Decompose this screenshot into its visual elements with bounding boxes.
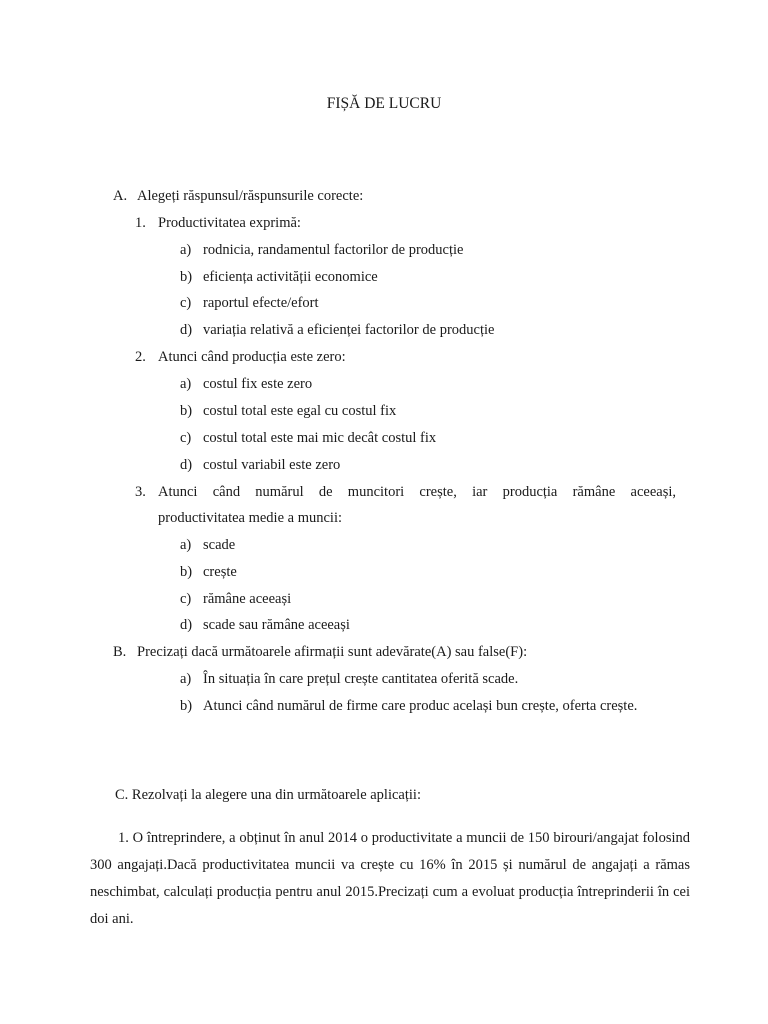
- q3-option-d-letter: d): [180, 617, 193, 633]
- q2-option-d-text: costul variabil este zero: [203, 457, 341, 473]
- q1-option-d-letter: d): [180, 322, 193, 338]
- q1-option-b-text: eficiența activității economice: [203, 269, 378, 285]
- q2-option-d-letter: d): [180, 457, 193, 473]
- question-1-text: Productivitatea exprimă:: [158, 215, 301, 231]
- b-option-b-text: Atunci când numărul de firme care produc același bun crește, oferta crește.: [203, 698, 638, 714]
- q1-option-b-letter: b): [180, 269, 193, 285]
- q3-option-b-text: crește: [203, 564, 237, 580]
- section-a-heading: Alegeți răspunsul/răspunsurile corecte:: [137, 188, 364, 204]
- question-3-text-line1: Atunci când numărul de muncitori crește, iar producția rămâne aceeași,: [158, 484, 676, 500]
- q3-option-b-letter: b): [180, 564, 193, 580]
- question-3-text-line2: productivitatea medie a muncii:: [158, 510, 343, 526]
- b-option-b-letter: b): [180, 698, 193, 714]
- question-2-text: Atunci când producția este zero:: [158, 349, 346, 365]
- b-option-a-letter: a): [180, 671, 192, 687]
- problem-1-text: 1. O întreprindere, a obținut în anul 2014 o productivitate a muncii de 150 birouri/angajat folosind 300 angajați.Dacă productivitatea muncii va crește cu 16% în 2015 și numărul de angajați a rămas neschimbat, calculați producția pentru anul 2015.Precizați cum a evoluat producția întreprinderii în cei doi ani.: [90, 830, 690, 927]
- q2-option-c-text: costul total este mai mic decât costul fix: [203, 430, 437, 446]
- q2-option-b-text: costul total este egal cu costul fix: [203, 403, 397, 419]
- question-3-number: 3.: [135, 484, 146, 500]
- q1-option-a-text: rodnicia, randamentul factorilor de producție: [203, 242, 464, 258]
- section-b-label: B.: [113, 644, 127, 660]
- q3-option-c-text: rămâne aceeași: [203, 591, 292, 607]
- q3-option-a-letter: a): [180, 537, 192, 553]
- b-option-a-text: În situația în care prețul crește cantitatea oferită scade.: [203, 671, 519, 687]
- page-title: FIȘĂ DE LUCRU: [326, 95, 442, 112]
- section-c-heading: C. Rezolvați la alegere una din următoarele aplicații:: [115, 787, 421, 803]
- q2-option-a-letter: a): [180, 376, 192, 392]
- question-1-number: 1.: [135, 215, 146, 231]
- q1-option-c-letter: c): [180, 295, 192, 311]
- q1-option-d-text: variația relativă a eficienței factorilor de producție: [203, 322, 495, 338]
- question-2-number: 2.: [135, 349, 146, 365]
- q3-option-d-text: scade sau rămâne aceeași: [203, 617, 350, 633]
- q2-option-b-letter: b): [180, 403, 193, 419]
- q2-option-a-text: costul fix este zero: [203, 376, 313, 392]
- q3-option-c-letter: c): [180, 591, 192, 607]
- q3-option-a-text: scade: [203, 537, 236, 553]
- q1-option-c-text: raportul efecte/efort: [203, 295, 319, 311]
- section-a-label: A.: [113, 188, 128, 204]
- q1-option-a-letter: a): [180, 242, 192, 258]
- q2-option-c-letter: c): [180, 430, 192, 446]
- section-b-heading: Precizați dacă următoarele afirmații sunt adevărate(A) sau false(F):: [137, 644, 528, 660]
